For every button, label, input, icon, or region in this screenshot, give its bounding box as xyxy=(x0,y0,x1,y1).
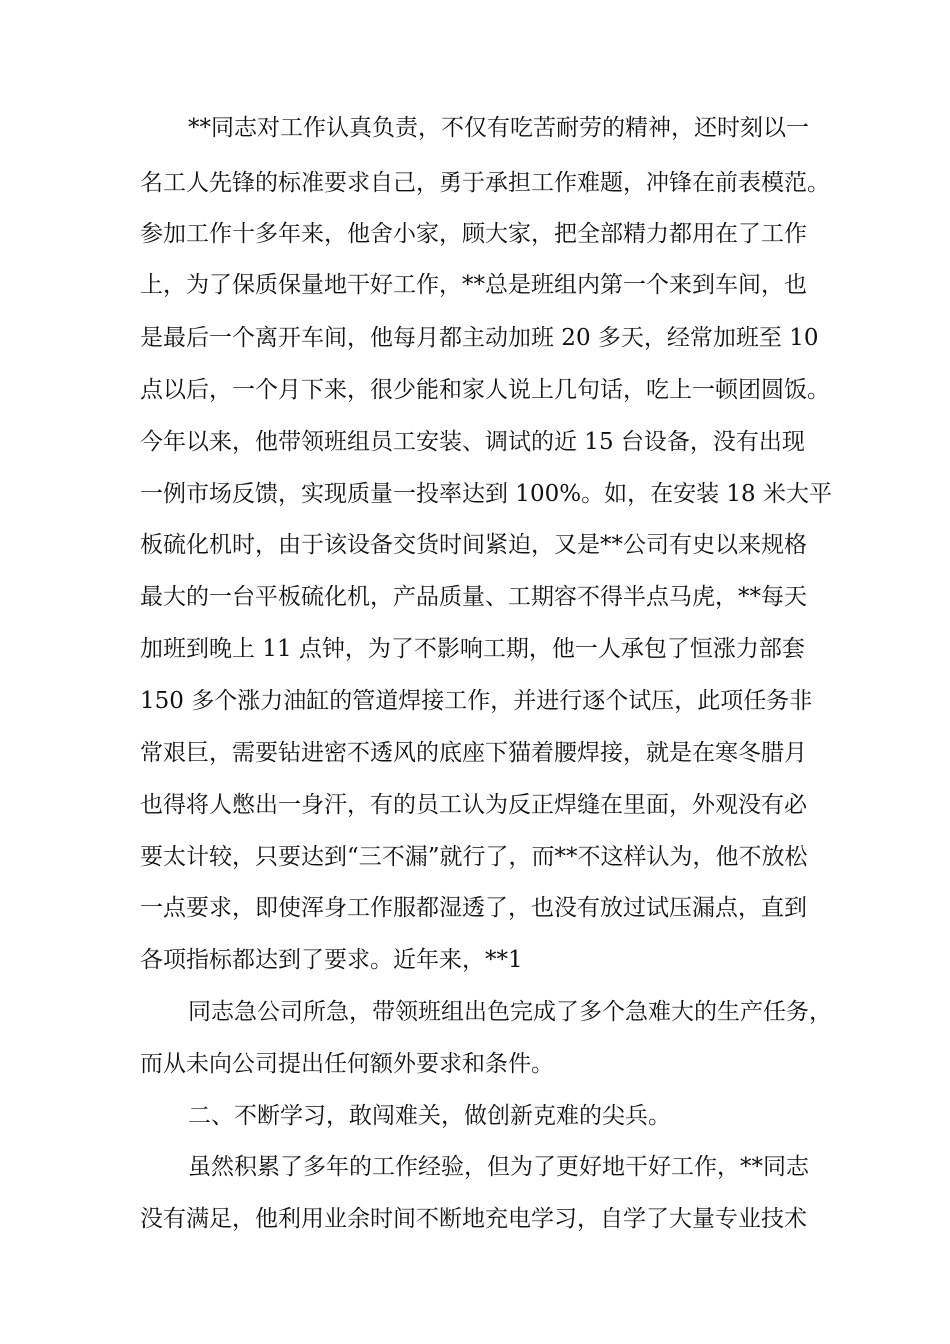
paragraph-line: 板硫化机时，由于该设备交货时间紧迫，又是**公司有史以来规格 xyxy=(140,532,807,558)
paragraph-line: 今年以来，他带领班组员工安装、调试的近 15 台设备，没有出现 xyxy=(140,429,805,455)
paragraph-line: 名工人先锋的标准要求自己，勇于承担工作难题，冲锋在前表模范。 xyxy=(140,170,830,196)
paragraph-line: 上，为了保质保量地干好工作，**总是班组内第一个来到车间，也 xyxy=(140,272,807,298)
paragraph-line: 也得将人憋出一身汗，有的员工认为反正焊缝在里面，外观没有必 xyxy=(140,792,807,818)
paragraph-line: 虽然积累了多年的工作经验，但为了更好地干好工作，**同志 xyxy=(188,1154,809,1180)
paragraph-line: 常艰巨，需要钻进密不透风的底座下猫着腰焊接，就是在寒冬腊月 xyxy=(140,740,807,766)
paragraph-line: 150 多个涨力油缸的管道焊接工作，并进行逐个试压，此项任务非 xyxy=(140,688,813,714)
paragraph-line: **同志对工作认真负责，不仅有吃苦耐劳的精神，还时刻以一 xyxy=(188,115,809,141)
paragraph-line: 没有满足，他利用业余时间不断地充电学习，自学了大量专业技术 xyxy=(140,1206,807,1232)
paragraph-line: 是最后一个离开车间，他每月都主动加班 20 多天，经常加班至 10 xyxy=(140,325,819,351)
section-heading: 二、不断学习，敢闯难关，做创新克难的尖兵。 xyxy=(188,1103,671,1129)
paragraph-line: 一例市场反馈，实现质量一投率达到 100%。如，在安装 18 米大平 xyxy=(140,481,832,507)
paragraph-line: 加班到晚上 11 点钟，为了不影响工期，他一人承包了恒涨力部套 xyxy=(140,636,805,662)
paragraph-line: 最大的一台平板硫化机，产品质量、工期容不得半点马虎，**每天 xyxy=(140,584,807,610)
paragraph-line: 同志急公司所急，带领班组出色完成了多个急难大的生产任务， xyxy=(188,999,832,1025)
paragraph-line: 参加工作十多年来，他舍小家，顾大家，把全部精力都用在了工作 xyxy=(140,221,807,247)
paragraph-line: 要太计较，只要达到“三不漏”就行了，而**不这样认为，他不放松 xyxy=(140,844,808,870)
paragraph-line: 一点要求，即使浑身工作服都湿透了，也没有放过试压漏点，直到 xyxy=(140,895,807,921)
paragraph-line: 点以后，一个月下来，很少能和家人说上几句话，吃上一顿团圆饭。 xyxy=(140,377,830,403)
paragraph-line: 而从未向公司提出任何额外要求和条件。 xyxy=(140,1051,554,1077)
paragraph-line: 各项指标都达到了要求。近年来，**1 xyxy=(140,947,523,973)
